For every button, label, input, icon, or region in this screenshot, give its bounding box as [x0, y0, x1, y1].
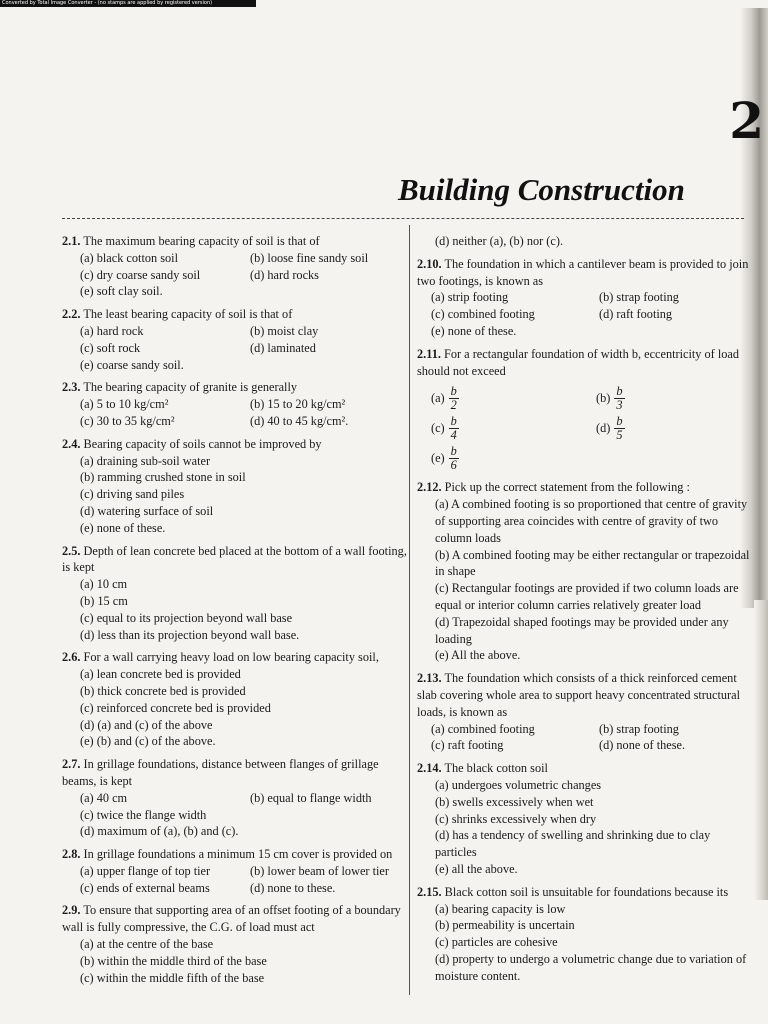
- question-text: The black cotton soil: [444, 761, 548, 776]
- option: (d) neither (a), (b) nor (c).: [435, 234, 564, 248]
- option: (c) soft rock: [80, 340, 141, 355]
- question-number: 2.13.: [417, 671, 442, 686]
- option: (b) strap footing: [599, 721, 679, 736]
- fraction-numerator: b: [450, 383, 457, 398]
- option: (a) 10 cm: [80, 577, 128, 592]
- option: (d) laminated: [250, 340, 316, 355]
- option: (d) has a tendency of swelling and shrinking due to clay particles: [435, 828, 711, 860]
- option: (b) 15 to 20 kg/cm²: [250, 397, 346, 412]
- fraction-options: [417, 383, 753, 473]
- question-stem: [62, 379, 407, 396]
- question-number: 2.10.: [417, 256, 442, 271]
- option: (b) swells excessively when wet: [435, 794, 594, 809]
- option: (b) ramming crushed stone in soil: [80, 470, 246, 485]
- fraction-denominator: 5: [616, 427, 623, 442]
- question-text: For a rectangular foundation of width b, eccentricity of load should not exceed: [417, 346, 740, 378]
- options-grid: [62, 250, 407, 300]
- question-stem: [417, 884, 753, 901]
- question-text: Pick up the correct statement from the following :: [444, 480, 690, 495]
- question-2-12: [417, 479, 753, 664]
- option-label: (a): [431, 390, 445, 405]
- question-number: 2.5.: [62, 543, 81, 558]
- option: (c) particles are cohesive: [435, 935, 558, 950]
- question-number: 2.6.: [62, 650, 81, 665]
- question-number: 2.4.: [62, 436, 81, 451]
- question-2-7: [62, 756, 407, 840]
- options-list: [417, 233, 753, 250]
- fraction: [614, 415, 624, 442]
- question-stem: [62, 436, 407, 453]
- question-2-11: [417, 346, 753, 474]
- option: [431, 413, 596, 443]
- option-label: (d): [596, 420, 611, 435]
- question-text: For a wall carrying heavy load on low bearing capacity soil,: [83, 650, 379, 665]
- option: (b) strap footing: [599, 290, 679, 305]
- question-2-5: [62, 543, 407, 644]
- question-stem: [62, 649, 407, 666]
- fraction: [449, 445, 459, 472]
- option: (a) bearing capacity is low: [435, 901, 566, 916]
- column-divider: [409, 225, 410, 995]
- option: (e) coarse sandy soil.: [80, 357, 184, 372]
- option: (e) soft clay soil.: [80, 284, 163, 299]
- question-stem: [62, 902, 407, 936]
- right-column: [417, 233, 753, 990]
- options-grid: [62, 396, 407, 430]
- option: (c) Rectangular footings are provided if two column loads are equal or interior column carries relatively greater load: [435, 581, 739, 612]
- option: (a) at the centre of the base: [80, 937, 214, 952]
- options-grid: [417, 721, 753, 755]
- question-number: 2.11.: [417, 346, 441, 361]
- option: [431, 383, 596, 413]
- question-2-3: [62, 379, 407, 429]
- question-number: 2.9.: [62, 903, 81, 918]
- fraction: [449, 385, 459, 412]
- question-2-9: [62, 902, 407, 986]
- option: (d) hard rocks: [250, 267, 319, 282]
- option: (e) none of these.: [80, 520, 166, 535]
- option: (c) twice the flange width: [80, 807, 207, 822]
- option: (b) thick concrete bed is provided: [80, 683, 246, 698]
- option: (a) upper flange of top tier: [80, 863, 211, 878]
- options-list: [62, 807, 407, 841]
- options-grid: [62, 790, 407, 807]
- question-text: The bearing capacity of granite is generally: [83, 380, 298, 395]
- option: (d) none of these.: [599, 738, 686, 753]
- question-stem: [417, 256, 753, 290]
- options-grid: [62, 323, 407, 373]
- chapter-number: 2: [729, 91, 764, 150]
- option: (b) moist clay: [250, 323, 319, 338]
- option: (e) all the above.: [435, 861, 518, 876]
- option: (d) raft footing: [599, 307, 673, 322]
- question-text: The maximum bearing capacity of soil is that of: [83, 234, 320, 248]
- fraction-denominator: 6: [450, 457, 457, 472]
- option: (d) maximum of (a), (b) and (c).: [80, 824, 239, 839]
- option: (b) loose fine sandy soil: [250, 250, 369, 265]
- question-number: 2.1.: [62, 234, 81, 248]
- question-2-8: [62, 846, 407, 896]
- option: (b) A combined footing may be either rectangular or trapezoidal in shape: [435, 547, 750, 579]
- question-2-14: [417, 760, 753, 878]
- fraction-denominator: 2: [450, 397, 457, 412]
- options-list: [417, 777, 753, 878]
- question-number: 2.15.: [417, 884, 442, 899]
- option: (c) shrinks excessively when dry: [435, 811, 597, 826]
- fraction-numerator: b: [450, 413, 457, 428]
- option: [431, 443, 596, 473]
- fraction: [614, 385, 624, 412]
- question-2-15: [417, 884, 753, 985]
- options-grid: [417, 289, 753, 339]
- question-2-9-cont: [417, 233, 753, 250]
- question-stem: [417, 670, 753, 720]
- option: (b) within the middle third of the base: [80, 953, 267, 968]
- option: (a) A combined footing is so proportioned that centre of gravity of supporting area coincides with centre of gravity of two column loads: [435, 497, 748, 545]
- option: (d) none to these.: [250, 880, 336, 895]
- option: (c) dry coarse sandy soil: [80, 267, 201, 282]
- fraction-numerator: b: [616, 413, 623, 428]
- option: (a) hard rock: [80, 323, 144, 338]
- option: (d) less than its projection beyond wall base.: [80, 627, 300, 642]
- question-2-1: [62, 233, 407, 300]
- question-number: 2.12.: [417, 480, 442, 495]
- options-grid: [62, 863, 407, 897]
- question-text: The least bearing capacity of soil is that of: [83, 307, 293, 322]
- options-list: [62, 666, 407, 750]
- question-2-2: [62, 306, 407, 373]
- option: (a) lean concrete bed is provided: [80, 667, 241, 682]
- question-stem: [62, 306, 407, 323]
- question-number: 2.14.: [417, 761, 442, 776]
- header-rule: [62, 218, 744, 219]
- fraction-denominator: 4: [450, 427, 457, 442]
- question-2-4: [62, 436, 407, 537]
- option: (b) permeability is uncertain: [435, 918, 575, 933]
- option: (a) 5 to 10 kg/cm²: [80, 397, 169, 412]
- options-list: [62, 936, 407, 986]
- option: (b) equal to flange width: [250, 790, 372, 805]
- question-2-10: [417, 256, 753, 340]
- option-label: (e): [431, 450, 445, 465]
- question-stem: [62, 233, 407, 250]
- question-text: In grillage foundations, distance between flanges of grillage beams, is kept: [62, 757, 379, 788]
- left-column: [62, 233, 407, 992]
- question-number: 2.3.: [62, 380, 81, 395]
- option: (d) (a) and (c) of the above: [80, 717, 213, 732]
- option: (b) lower beam of lower tier: [250, 863, 389, 878]
- fraction: [449, 415, 459, 442]
- options-list: [62, 576, 407, 643]
- option: (c) raft footing: [431, 738, 504, 753]
- option: (a) strip footing: [431, 290, 509, 305]
- option: (a) draining sub-soil water: [80, 453, 211, 468]
- option: (c) driving sand piles: [80, 487, 185, 502]
- option: (e) All the above.: [435, 648, 521, 663]
- options-list: [417, 496, 753, 664]
- question-text: The foundation which consists of a thick reinforced cement slab covering whole area to support heavy concentrated structural loads, is known as: [417, 671, 741, 719]
- option: (c) 30 to 35 kg/cm²: [80, 413, 175, 428]
- option: (d) Trapezoidal shaped footings may be provided under any loading: [435, 614, 729, 646]
- question-text: Black cotton soil is unsuitable for foundations because its: [444, 884, 729, 899]
- options-list: [417, 901, 753, 985]
- option: (e) none of these.: [431, 323, 517, 338]
- option: (a) black cotton soil: [80, 250, 179, 265]
- option: (d) property to undergo a volumetric change due to variation of moisture content.: [435, 951, 747, 983]
- options-list: [62, 453, 407, 537]
- question-text: Depth of lean concrete bed placed at the bottom of a wall footing, is kept: [62, 543, 407, 575]
- option: (d) watering surface of soil: [80, 503, 214, 518]
- option: [596, 383, 753, 413]
- option: (b) 15 cm: [80, 593, 128, 608]
- option: [596, 413, 753, 443]
- option: (c) equal to its projection beyond wall base: [80, 610, 293, 625]
- question-text: The foundation in which a cantilever beam is provided to join two footings, is known as: [417, 256, 749, 288]
- question-stem: [62, 543, 407, 577]
- option: (a) combined footing: [431, 721, 535, 736]
- question-stem: [62, 756, 407, 790]
- option: (a) undergoes volumetric changes: [435, 777, 602, 792]
- option: (c) within the middle fifth of the base: [80, 970, 265, 985]
- option: (a) 40 cm: [80, 790, 128, 805]
- option: (e) (b) and (c) of the above.: [80, 734, 216, 749]
- question-stem: [417, 479, 753, 496]
- question-text: In grillage foundations a minimum 15 cm cover is provided on: [83, 847, 393, 862]
- option: (c) reinforced concrete bed is provided: [80, 700, 271, 715]
- question-text: To ensure that supporting area of an offset footing of a boundary wall is fully compressive, the C.G. of load must act: [62, 903, 401, 935]
- question-number: 2.7.: [62, 757, 81, 772]
- fraction-numerator: b: [450, 443, 457, 458]
- option-label: (b): [596, 390, 611, 405]
- question-text: Bearing capacity of soils cannot be improved by: [83, 436, 322, 451]
- chapter-title: Building Construction: [398, 172, 685, 207]
- question-number: 2.8.: [62, 847, 81, 862]
- question-stem: [62, 846, 407, 863]
- option: (d) 40 to 45 kg/cm².: [250, 413, 349, 428]
- fraction-numerator: b: [616, 383, 623, 398]
- question-number: 2.2.: [62, 307, 81, 322]
- page-edge-shadow-lower: [754, 600, 768, 900]
- fraction-denominator: 3: [616, 397, 623, 412]
- question-stem: [417, 760, 753, 777]
- converter-banner: Converted by Total Image Converter - (no stamps are applied by registered version): [0, 0, 256, 7]
- option-label: (c): [431, 420, 445, 435]
- option: (c) ends of external beams: [80, 880, 210, 895]
- question-2-6: [62, 649, 407, 750]
- option: (c) combined footing: [431, 307, 535, 322]
- question-2-13: [417, 670, 753, 754]
- question-stem: [417, 346, 753, 380]
